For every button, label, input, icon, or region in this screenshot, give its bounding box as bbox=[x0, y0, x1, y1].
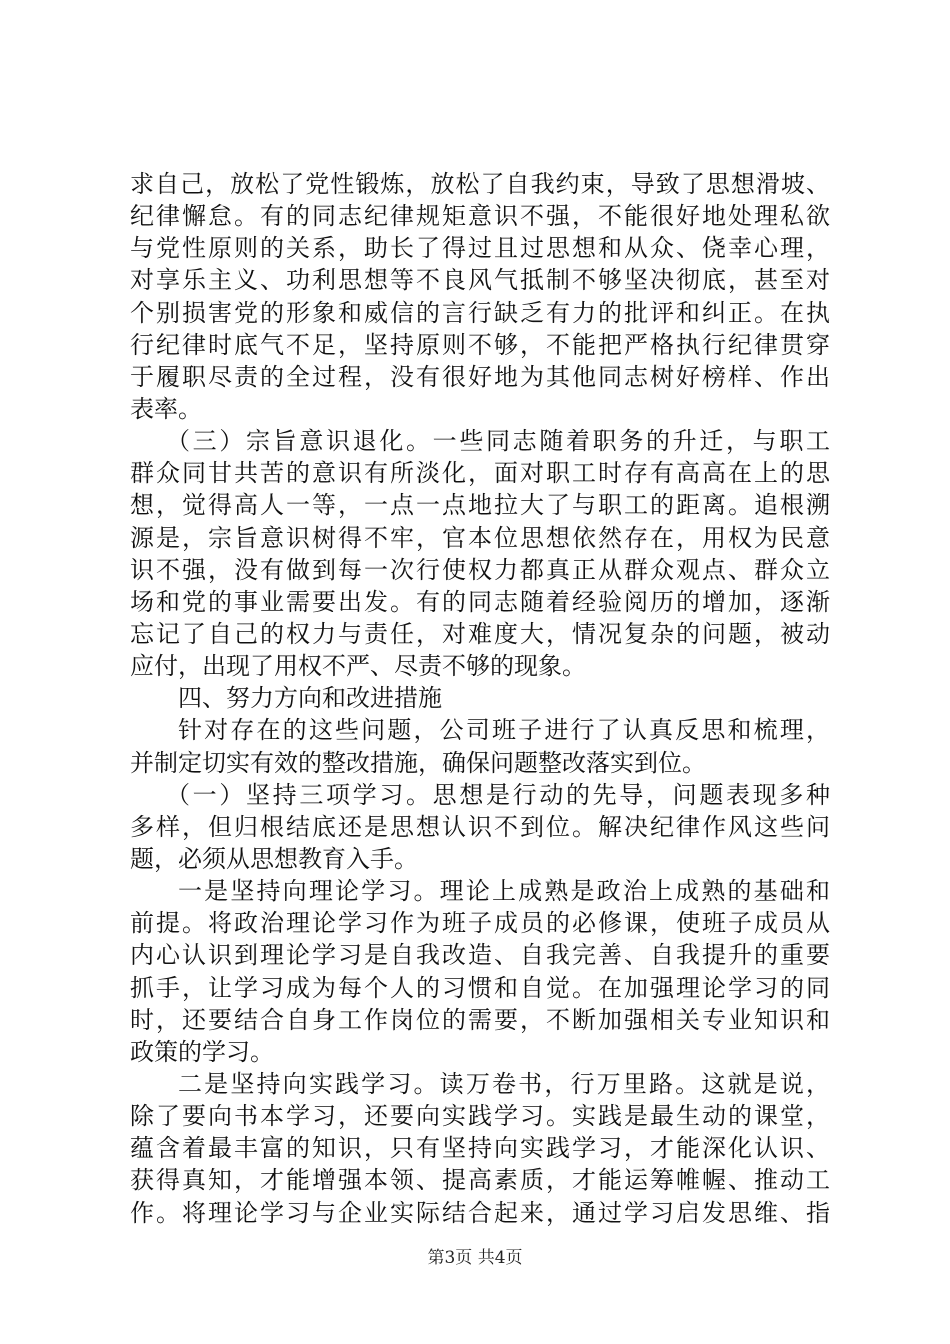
text-line: 除了要向书本学习，还要向实践学习。实践是最生动的课堂， bbox=[130, 1102, 830, 1131]
text-line: 前提。将政治理论学习作为班子成员的必修课，使班子成员从 bbox=[130, 909, 830, 938]
text-line: 多样，但归根结底还是思想认识不到位。解决纪律作风这些问 bbox=[130, 812, 830, 841]
text-line: 作。将理论学习与企业实际结合起来，通过学习启发思维、指 bbox=[130, 1198, 830, 1227]
text-line: 针对存在的这些问题，公司班子进行了认真反思和梳理， bbox=[178, 716, 830, 745]
text-line: 政策的学习。 bbox=[130, 1037, 274, 1066]
text-line: 群众同甘共苦的意识有所淡化，面对职工时存有高高在上的思 bbox=[130, 459, 830, 488]
text-line: 二是坚持向实践学习。读万卷书，行万里路。这就是说， bbox=[178, 1069, 830, 1098]
text-line: 识不强，没有做到每一次行使权力都真正从群众观点、群众立 bbox=[130, 555, 830, 584]
text-line: （一）坚持三项学习。思想是行动的先导，问题表现多种 bbox=[166, 780, 830, 809]
text-line: 时，还要结合自身工作岗位的需要，不断加强相关专业知识和 bbox=[130, 1005, 830, 1034]
text-line: 纪律懈怠。有的同志纪律规矩意识不强，不能很好地处理私欲 bbox=[130, 202, 830, 231]
text-line: 与党性原则的关系，助长了得过且过思想和从众、侥幸心理， bbox=[130, 234, 830, 263]
text-line: （三）宗旨意识退化。一些同志随着职务的升迁，与职工 bbox=[166, 427, 830, 456]
document-body bbox=[130, 168, 830, 1229]
text-line: 源是，宗旨意识树得不牢，官本位思想依然存在，用权为民意 bbox=[130, 523, 830, 552]
text-line: 应付，出现了用权不严、尽责不够的现象。 bbox=[130, 652, 586, 681]
text-line: 表率。 bbox=[130, 394, 202, 423]
text-line: 题，必须从思想教育入手。 bbox=[130, 844, 418, 873]
text-line: 四、努力方向和改进措施 bbox=[178, 684, 442, 713]
text-line: 对享乐主义、功利思想等不良风气抵制不够坚决彻底，甚至对 bbox=[130, 266, 830, 295]
text-line: 求自己，放松了党性锻炼，放松了自我约束，导致了思想滑坡、 bbox=[130, 170, 830, 198]
text-line: 想，觉得高人一等，一点一点地拉大了与职工的距离。追根溯 bbox=[130, 491, 830, 520]
text-line: 个别损害党的形象和威信的言行缺乏有力的批评和纠正。在执 bbox=[130, 298, 830, 327]
text-line: 蕴含着最丰富的知识，只有坚持向实践学习，才能深化认识、 bbox=[130, 1134, 830, 1163]
text-line: 忘记了自己的权力与责任，对难度大，情况复杂的问题，被动 bbox=[130, 619, 830, 648]
page-footer: 第3页 共4页 bbox=[427, 1248, 523, 1268]
text-line: 抓手，让学习成为每个人的习惯和自觉。在加强理论学习的同 bbox=[130, 973, 830, 1002]
text-line: 一是坚持向理论学习。理论上成熟是政治上成熟的基础和 bbox=[178, 877, 830, 906]
text-line: 获得真知，才能增强本领、提高素质，才能运筹帷幄、推动工 bbox=[130, 1166, 830, 1195]
text-line: 并制定切实有效的整改措施，确保问题整改落实到位。 bbox=[130, 748, 706, 777]
text-line: 行纪律时底气不足，坚持原则不够，不能把严格执行纪律贯穿 bbox=[130, 330, 830, 359]
text-line: 内心认识到理论学习是自我改造、自我完善、自我提升的重要 bbox=[130, 941, 830, 970]
text-line: 场和党的事业需要出发。有的同志随着经验阅历的增加，逐渐 bbox=[130, 587, 830, 616]
text-line: 于履职尽责的全过程，没有很好地为其他同志树好榜样、作出 bbox=[130, 362, 830, 391]
